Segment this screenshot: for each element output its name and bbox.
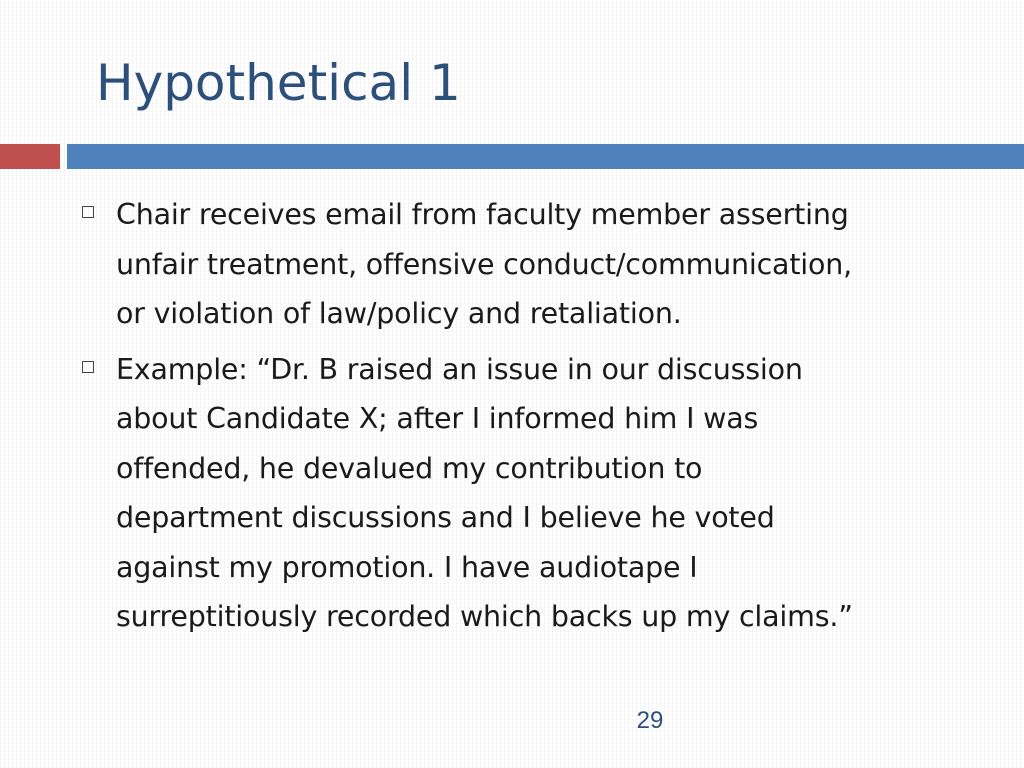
bullet-list bbox=[78, 190, 978, 648]
hollow-square-bullet-icon bbox=[82, 206, 94, 218]
bullet-line: Chair receives email from faculty member asserting bbox=[116, 198, 849, 231]
bullet-line: department discussions and I believe he voted bbox=[116, 501, 775, 534]
bullet-item-complaint bbox=[78, 190, 978, 339]
bullet-text bbox=[116, 345, 978, 642]
bullet-line: unfair treatment, offensive conduct/communication, bbox=[116, 247, 852, 281]
bullet-line: offended, he devalued my contribution to bbox=[116, 451, 703, 485]
bullet-line: Example: “Dr. B raised an issue in our discussion bbox=[116, 352, 803, 386]
bullet-item-example bbox=[78, 345, 978, 642]
bullet-line: about Candidate X; after I informed him I was bbox=[116, 402, 759, 435]
bullet-line: surreptitiously recorded which backs up my claims.” bbox=[116, 600, 853, 633]
bullet-line: against my promotion. I have audiotape I bbox=[116, 550, 698, 584]
accent-bar-red bbox=[0, 144, 60, 169]
bullet-line: or violation of law/policy and retaliation. bbox=[116, 297, 682, 330]
accent-bar-blue bbox=[67, 144, 1024, 169]
hollow-square-bullet-icon bbox=[82, 361, 94, 373]
bullet-text bbox=[116, 190, 978, 339]
page-number: 29 bbox=[636, 707, 664, 734]
slide-title: Hypothetical 1 bbox=[96, 54, 461, 112]
